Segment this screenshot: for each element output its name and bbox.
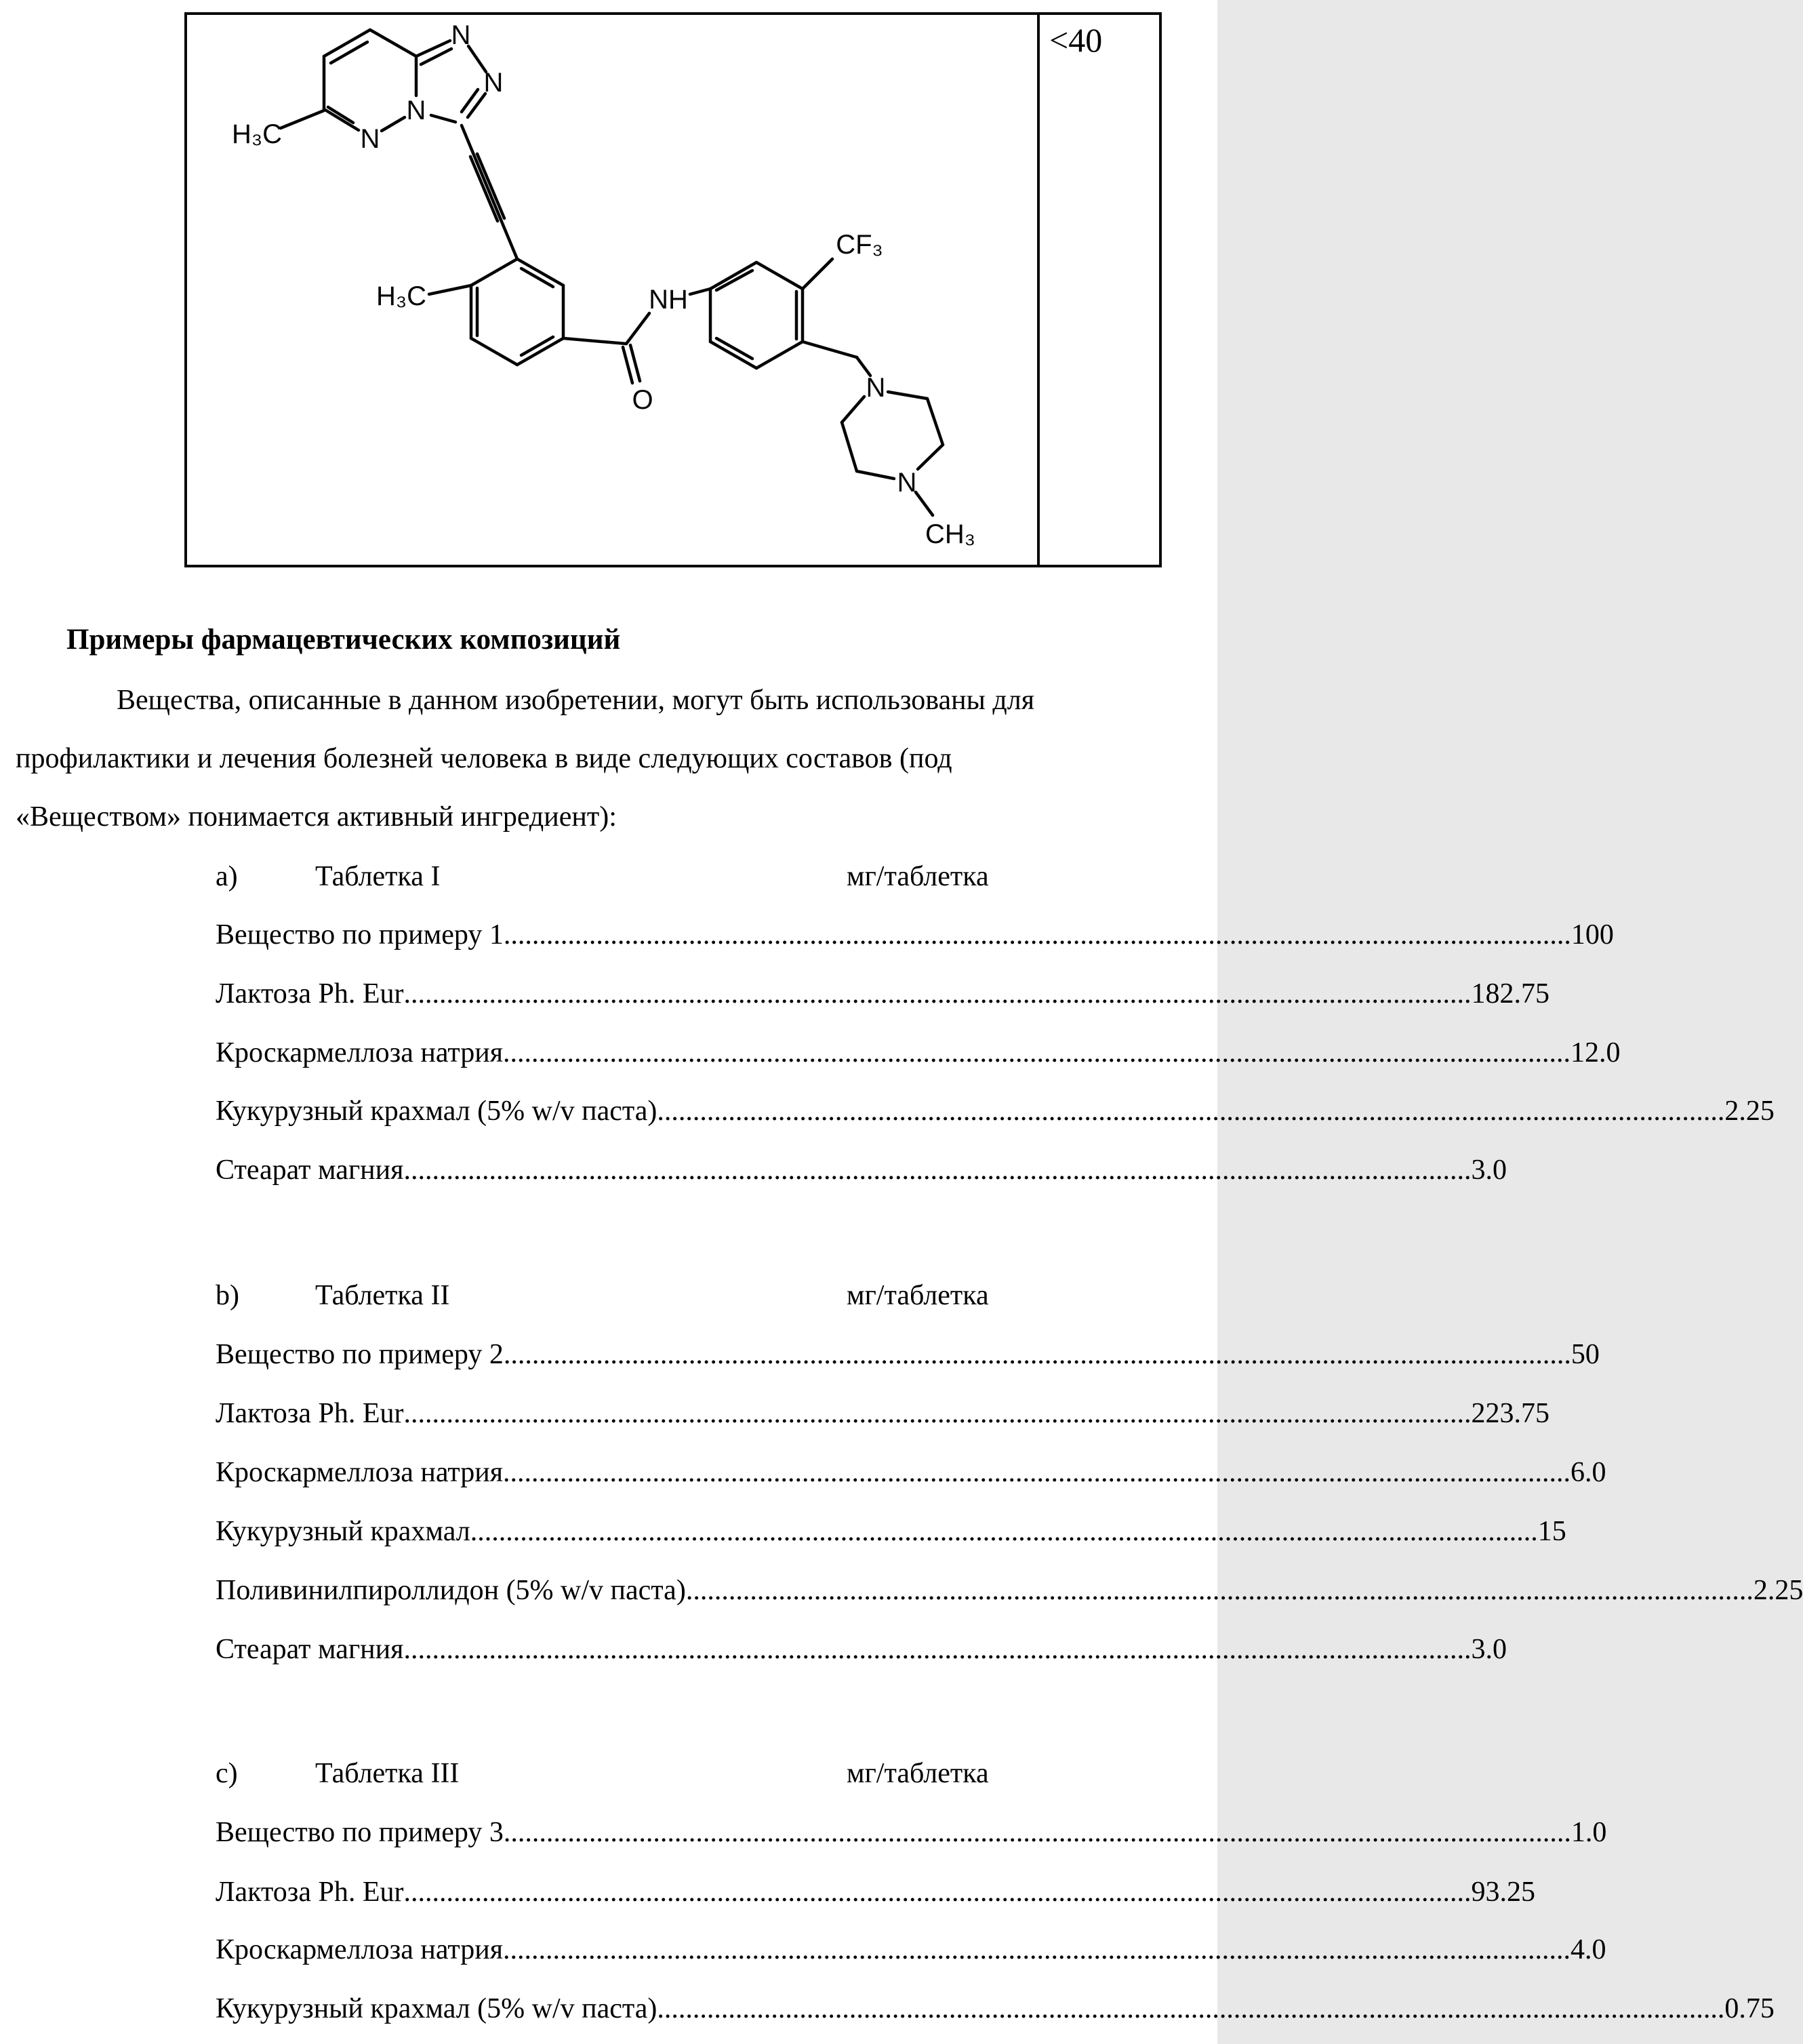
table-row xyxy=(216,1024,1621,1083)
dot-leader xyxy=(686,1561,1754,1620)
atom-label-h3c-pyridazine: H₃C xyxy=(231,119,283,149)
table-row xyxy=(216,1620,1507,1679)
dot-leader-text: ...................................................................................................................................................... xyxy=(403,978,1472,1009)
figure-value-label: <40 xyxy=(1049,21,1103,59)
table-row xyxy=(216,906,1614,965)
ingredient-value: 3.0 xyxy=(1471,1155,1507,1186)
ingredient-label: Лактоза Ph. Eur xyxy=(216,1398,404,1429)
table-row xyxy=(216,1082,1775,1141)
table-row xyxy=(216,1561,1803,1620)
dot-leader-text: ...................................................................................................................................................... xyxy=(503,1037,1571,1068)
figure-column-divider xyxy=(1037,15,1040,565)
atom-label-o-carbonyl: O xyxy=(632,385,653,415)
table-row xyxy=(216,965,1550,1024)
dot-leader-text: ...................................................................................................................................................... xyxy=(403,1398,1472,1429)
table-title: Таблетка II xyxy=(315,1280,450,1311)
table-a-header xyxy=(216,847,1029,906)
chemical-structure-drawing xyxy=(187,15,1037,565)
ingredient-label: Стеарат магния xyxy=(216,1155,404,1186)
dot-leader xyxy=(470,1502,1538,1561)
dot-leader xyxy=(403,1141,1471,1200)
dot-leader xyxy=(503,1921,1571,1980)
ingredient-value: 4.0 xyxy=(1571,1934,1606,1965)
table-row xyxy=(216,1141,1507,1200)
atom-label-n-triazole-top: N xyxy=(451,20,471,50)
ingredient-label: Стеарат магния xyxy=(216,1634,404,1665)
table-letter: a) xyxy=(216,861,238,892)
table-row xyxy=(216,1502,1566,1561)
ingredient-label: Кукурузный крахмал (5% w/v паста) xyxy=(216,1993,657,2024)
ingredient-label: Кроскармеллоза натрия xyxy=(216,1457,504,1488)
ingredient-label: Вещество по примеру 1 xyxy=(216,919,504,950)
ingredient-value: 2.25 xyxy=(1753,1575,1803,1606)
dot-leader xyxy=(404,1863,1472,1922)
ingredient-value: 6.0 xyxy=(1571,1457,1606,1488)
ingredient-label: Кукурузный крахмал (5% w/v паста) xyxy=(216,1096,657,1127)
atom-label-ch3: CH₃ xyxy=(925,519,976,549)
bond-lines xyxy=(281,30,943,515)
atom-label-nh-amide: NH xyxy=(649,285,688,315)
atom-label-n-pyridazine: N xyxy=(360,124,380,154)
ingredient-label: Вещество по примеру 2 xyxy=(216,1339,504,1370)
ingredient-value: 1.0 xyxy=(1571,1817,1607,1848)
dot-leader xyxy=(504,1803,1571,1862)
ingredient-value: 50 xyxy=(1571,1339,1600,1370)
dot-leader-text: ...................................................................................................................................................... xyxy=(403,1155,1472,1186)
dot-leader-text: ...................................................................................................................................................... xyxy=(503,1457,1571,1488)
dot-leader-text: ...................................................................................................................................................... xyxy=(685,1575,1754,1606)
ingredient-label: Кукурузный крахмал xyxy=(216,1516,470,1547)
table-row xyxy=(216,1921,1606,1980)
ingredient-label: Кроскармеллоза натрия xyxy=(216,1037,504,1068)
atom-label-cf3: CF₃ xyxy=(836,230,883,260)
atom-label-n-bridgehead: N xyxy=(406,96,426,125)
table-c-header xyxy=(216,1744,1029,1803)
atom-label-n-piperazine-top: N xyxy=(866,373,886,403)
ingredient-value: 182.75 xyxy=(1471,978,1550,1009)
dot-leader xyxy=(403,1620,1471,1679)
dot-leader-text: ...................................................................................................................................................... xyxy=(503,1817,1571,1848)
ingredient-value: 15 xyxy=(1537,1516,1566,1547)
dot-leader xyxy=(404,1384,1472,1443)
table-row xyxy=(216,1863,1536,1922)
ingredient-value: 3.0 xyxy=(1471,1634,1507,1665)
dot-leader xyxy=(404,965,1472,1024)
dot-leader xyxy=(503,1024,1571,1083)
ingredient-value: 2.25 xyxy=(1724,1096,1775,1127)
paragraph-line: профилактики и лечения болезней человека в виде следующих составов (под xyxy=(16,743,952,774)
section-heading: Примеры фармацевтических композиций xyxy=(66,624,621,656)
ingredient-label: Вещество по примеру 3 xyxy=(216,1817,504,1848)
ingredient-value: 93.25 xyxy=(1471,1877,1536,1908)
ingredient-value: 100 xyxy=(1571,919,1614,950)
dot-leader xyxy=(657,1082,1724,1141)
dot-leader-text: ...................................................................................................................................................... xyxy=(470,1516,1538,1547)
atom-label-h3c-toluene: H₃C xyxy=(376,281,427,311)
dot-leader-text: ...................................................................................................................................................... xyxy=(403,1634,1472,1665)
figure-box xyxy=(184,12,1162,567)
ingredient-label: Кроскармеллоза натрия xyxy=(216,1934,504,1965)
ingredient-value: 0.75 xyxy=(1724,1993,1775,2024)
table-row xyxy=(216,1803,1607,1862)
dot-leader-text: ...................................................................................................................................................... xyxy=(503,1339,1571,1370)
table-letter: b) xyxy=(216,1280,239,1311)
table-row xyxy=(216,1325,1600,1384)
dot-leader xyxy=(657,1980,1724,2039)
table-unit-label: мг/таблетка xyxy=(847,861,989,892)
ingredient-label: Поливинилпироллидон (5% w/v паста) xyxy=(216,1575,686,1606)
dot-leader-text: ...................................................................................................................................................... xyxy=(403,1877,1472,1908)
table-title: Таблетка III xyxy=(315,1758,460,1789)
dot-leader-text: ...................................................................................................................................................... xyxy=(503,1934,1571,1965)
dot-leader-text: ...................................................................................................................................................... xyxy=(503,919,1571,950)
paragraph-line: «Веществом» понимается активный ингредиент): xyxy=(16,801,617,833)
table-letter: c) xyxy=(216,1758,238,1789)
atom-label-n-triazole-right: N xyxy=(483,68,504,98)
table-row xyxy=(216,1384,1550,1443)
ingredient-value: 12.0 xyxy=(1571,1037,1621,1068)
ingredient-label: Лактоза Ph. Eur xyxy=(216,978,404,1009)
table-unit-label: мг/таблетка xyxy=(847,1758,989,1789)
dot-leader xyxy=(503,1443,1571,1502)
paragraph-line: Вещества, описанные в данном изобретении, могут быть использованы для xyxy=(117,685,1035,716)
table-b-header xyxy=(216,1266,1029,1325)
dot-leader-text: ...................................................................................................................................................... xyxy=(657,1096,1725,1127)
ingredient-value: 223.75 xyxy=(1471,1398,1550,1429)
table-title: Таблетка I xyxy=(315,861,441,892)
dot-leader-text: ...................................................................................................................................................... xyxy=(657,1993,1725,2024)
table-row xyxy=(216,1443,1606,1502)
table-unit-label: мг/таблетка xyxy=(847,1280,989,1311)
ingredient-label: Лактоза Ph. Eur xyxy=(216,1877,404,1908)
dot-leader xyxy=(504,906,1571,965)
dot-leader xyxy=(504,1325,1571,1384)
table-row xyxy=(216,1980,1775,2039)
atom-label-n-piperazine-bottom: N xyxy=(897,468,917,498)
